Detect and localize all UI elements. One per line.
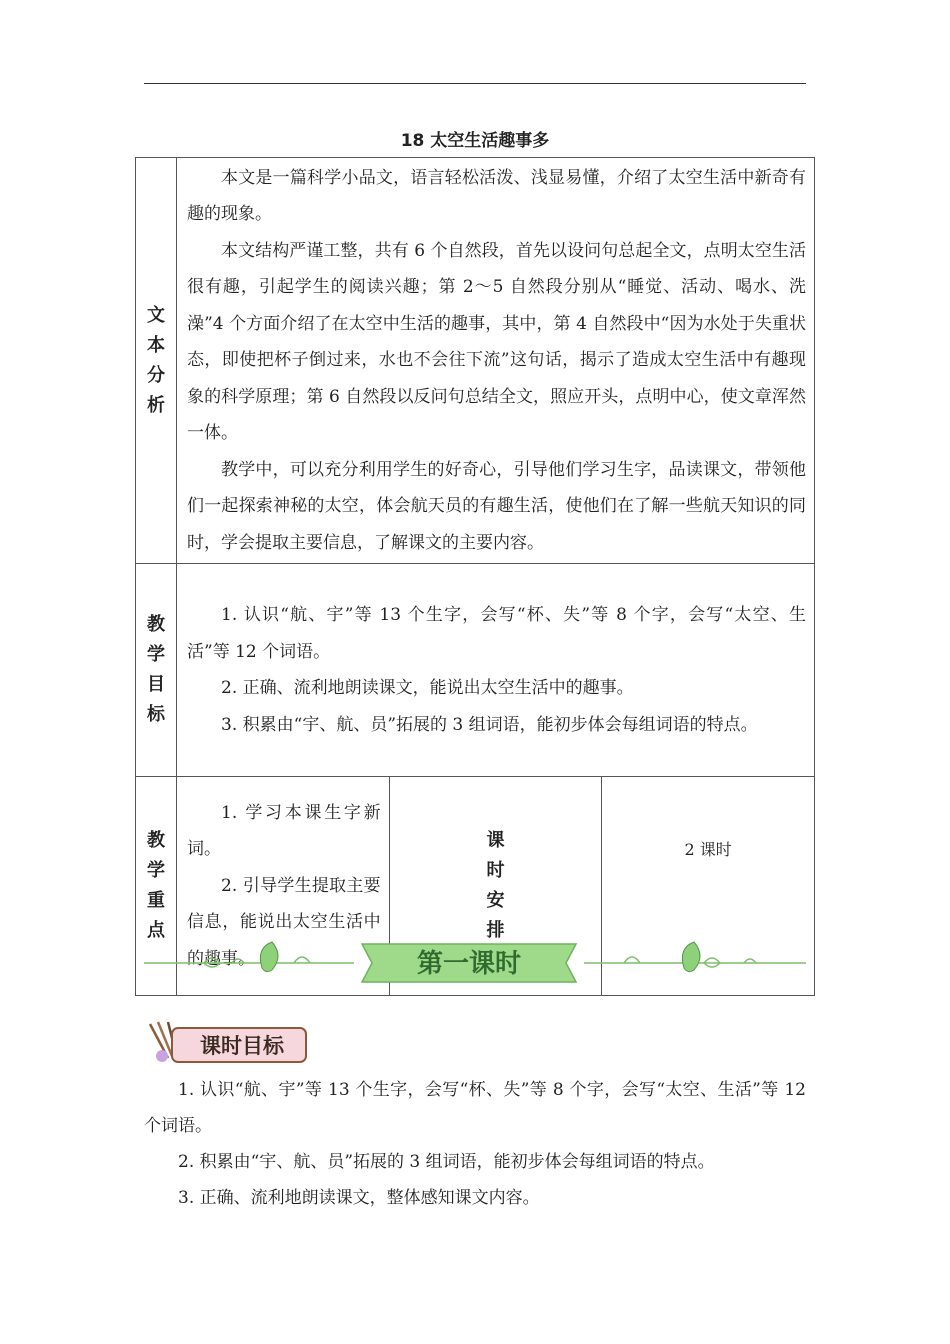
focus-item: 1. 学习本课生字新词。 [187, 802, 381, 860]
text-analysis-header: 文 本 分 析 [136, 158, 177, 564]
lesson-goal-item: 2. 积累由“宇、航、员”拓展的 3 组词语，能初步体会每组词语的特点。 [178, 1152, 715, 1172]
leaf-icon [260, 942, 278, 972]
goal-item: 2. 正确、流利地朗读课文，能说出太空生活中的趣事。 [221, 678, 634, 698]
teaching-goals-header: 教 学 目 标 [136, 564, 177, 777]
top-rule [144, 83, 806, 84]
goal-item: 3. 积累由“宇、航、员”拓展的 3 组词语，能初步体会每组词语的特点。 [221, 714, 758, 735]
teaching-goals-content [177, 564, 815, 777]
lesson-banner [144, 938, 806, 988]
lesson-goal-badge [142, 1018, 312, 1068]
analysis-paragraph: 教学中，可以充分利用学生的好奇心，引导他们学习生字，品读课文，带领他们一起探索神秘的太空，体会航天员的有趣生活，使他们在了解一些航天知识的同时，学会提取主要信息，了解课文的主要内容。 [187, 459, 806, 553]
text-analysis-content [177, 158, 815, 564]
focus-item: 2. 引导学生提取主要信息，能说出太空生活中的趣事。 [187, 875, 381, 969]
banner-title: 第一课时 [416, 949, 522, 979]
banner-vine-left [144, 957, 354, 967]
schedule-header: 课 时 安 排 [389, 777, 602, 996]
page-title: 18 太空生活趣事多 [400, 131, 550, 151]
badge-title: 课时目标 [200, 1034, 284, 1058]
table-row-teaching-goals [136, 564, 815, 777]
lesson-plan-table [135, 157, 815, 996]
lesson-goal-item: 3. 正确、流利地朗读课文，整体感知课文内容。 [178, 1188, 540, 1208]
lesson-goals-list [144, 1072, 806, 1216]
teaching-focus-header: 教 学 重 点 [136, 777, 177, 996]
analysis-paragraph: 本文是一篇科学小品文，语言轻松活泼、浅显易懂，介绍了太空生活中新奇有趣的现象。 [187, 167, 806, 225]
analysis-paragraph: 本文结构严谨工整，共有 6 个自然段，首先以设问句总起全文，点明太空生活很有趣，引起学生的阅读兴趣；第 2～5 自然段分别从“睡觉、活动、喝水、洗澡”4 个方面介绍了在太空中生活的趣事，其中，第 4 自然段中“因为水处于失重状态，即使把杯子倒过来，水也不会往下流”这句话，揭示了造成太空生活中有趣现象的科学原理；第 6 自然段以反问句总结全文，照应开头，点明中心，使文章浑然一体。 [187, 240, 806, 444]
table-row-text-analysis [136, 158, 815, 564]
goal-item: 1. 认识“航、宇”等 13 个生字，会写“杯、失”等 8 个字，会写“太空、生活”等 12 个词语。 [187, 605, 806, 662]
leaf-icon [682, 942, 700, 972]
schedule-value: 2 课时 [602, 777, 815, 996]
lesson-goal-item: 1. 认识“航、宇”等 13 个生字，会写“杯、失”等 8 个字，会写“太空、生活”等 12 个词语。 [144, 1080, 806, 1136]
